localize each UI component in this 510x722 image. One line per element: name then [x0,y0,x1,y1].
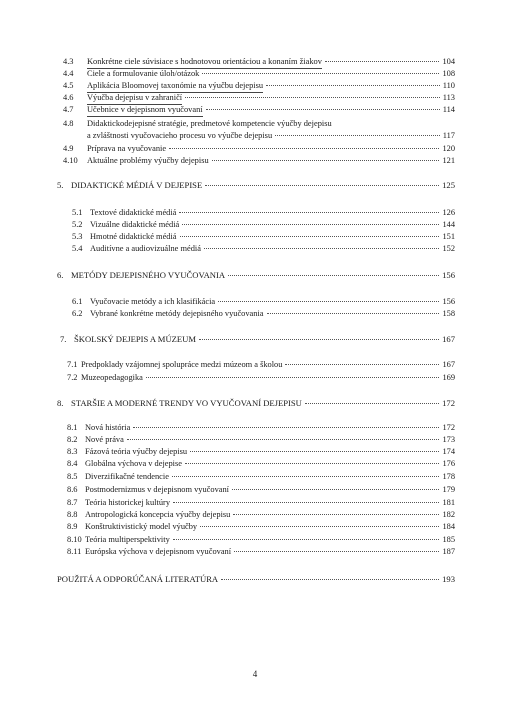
toc-entry-page: 152 [442,244,455,253]
toc-entry-page: 187 [442,547,455,556]
dot-leader [234,551,439,552]
dot-leader [218,301,439,302]
dot-leader [325,61,440,62]
toc-entry [67,497,455,509]
toc-entry [72,207,455,219]
toc-entry [67,458,455,470]
toc-entry-number: 4.10 [63,156,78,165]
toc-entry [67,534,455,546]
dot-leader [172,476,440,477]
toc-entry-title: Vizuálne didaktické médiá [90,220,180,229]
toc-entry-number: 4.9 [63,144,74,153]
toc-entry-title: Didaktickodejepisné stratégie, predmetové kompetencie výučby dejepisu [87,119,332,128]
toc-entry-number: 4.8 [63,119,74,128]
toc-chapter [60,333,455,345]
toc-entry-title: Nová história [85,423,131,432]
toc-entry-title: Hmotné didaktické médiá [90,232,177,241]
toc-entry-number: 7.2 [67,373,78,382]
dot-leader [180,236,440,237]
dot-leader [127,439,440,440]
toc-entry-title: METÓDY DEJEPISNÉHO VYUČOVANIA [71,270,226,280]
toc-entry-number: 4.3 [63,57,74,66]
toc-entry [63,118,455,130]
toc-entry-number: 8.2 [67,435,78,444]
toc-entry-title: Postmodernizmus v dejepisnom vyučovaní [85,485,229,494]
dot-leader [190,451,439,452]
toc-entry-page: 172 [442,423,455,432]
toc-entry-number: 8.9 [67,522,78,531]
toc-entry-title: Ciele a formulovanie úloh/otázok [87,69,200,78]
toc-entry-title: Aktuálne problémy výučby dejepisu [87,156,209,165]
toc-entry-title: STARŠIE A MODERNÉ TRENDY VO VYUČOVANÍ DEJEPISU [71,398,302,408]
dot-leader [182,224,439,225]
toc-entry-number: 5.2 [72,220,83,229]
toc-entry-title: POUŽITÁ A ODPORÚČANÁ LITERATÚRA [57,574,219,584]
toc-chapter [57,179,455,191]
toc-entry-number: 5.4 [72,244,83,253]
toc-entry-page: 110 [442,81,455,90]
toc-entry-number: 8.7 [67,498,78,507]
toc-entry [63,80,455,92]
toc-entry-page: 108 [442,69,455,78]
toc-entry-title: Učebnice v dejepisnom vyučovaní [87,104,203,117]
toc-entry-number: 4.4 [63,69,74,78]
page-number: 4 [252,669,258,679]
toc-entry-page: 144 [442,220,455,229]
toc-entry [63,56,455,68]
toc-entry-title: Diverzifikačné tendencie [85,472,169,481]
toc-entry-number: 8.4 [67,459,78,468]
toc-entry-title: Auditívne a audiovizuálne médiá [90,244,201,253]
toc-entry-page: 178 [442,472,455,481]
toc-entry-number: 6.1 [72,297,83,306]
toc-entry-page: 176 [442,459,455,468]
toc-entry [63,104,455,116]
toc-entry [67,471,455,483]
toc-entry-page: 173 [442,435,455,444]
dot-leader [205,185,439,186]
toc-entry-title: Výučba dejepisu v zahraničí [87,92,182,105]
toc-entry [67,434,455,446]
toc-entry [63,92,455,104]
toc-entry-number: 8.11 [67,547,82,556]
toc-entry-page: 156 [442,270,455,280]
toc-entry-number: 8.8 [67,510,78,519]
toc-entry-title: Európska výchova v dejepisnom vyučovaní [85,547,232,556]
dot-leader [202,73,439,74]
toc-entry [67,446,455,458]
toc-entry-number: 8.3 [67,447,78,456]
toc-entry-number: 5.1 [72,208,83,217]
dot-leader [169,148,439,149]
toc-entry-page: 181 [442,498,455,507]
toc-entry [63,68,455,80]
dot-leader [228,275,439,276]
toc-entry [72,219,455,231]
toc-entry-number: 4.6 [63,93,74,102]
toc-entry-title: Konkrétne ciele súvisiace s hodnotovou orientáciou a konaním žiakov [87,56,322,69]
dot-leader [199,339,439,340]
toc-entry-page: 182 [442,510,455,519]
toc-entry [72,308,455,320]
toc-entry-page: 167 [442,360,455,369]
dot-leader [206,109,440,110]
toc-entry-number: 5. [57,180,64,190]
toc-entry-page: 114 [442,105,455,114]
toc-entry [67,372,455,384]
toc-entry-title: a zvláštnosti vyučovacieho procesu vo výučbe dejepisu [87,131,273,140]
toc-entry-page: 193 [442,574,455,584]
toc-entry [63,143,455,155]
toc-entry-page: 151 [442,232,455,241]
dot-leader [266,85,440,86]
toc-entry-title: Vyučovacie metódy a ich klasifikácia [90,297,216,306]
dot-leader [200,526,439,527]
toc-chapter [57,573,455,585]
toc-entry-title: Nové práva [85,435,124,444]
toc-entry-page: 172 [442,398,455,408]
toc-entry-number: 6. [57,270,64,280]
toc-entry-title: Aplikácia Bloomovej taxonómie na výučbu dejepisu [87,80,263,93]
dot-leader [204,248,440,249]
toc-entry-number: 8.1 [67,423,78,432]
toc-entry-number: 5.3 [72,232,83,241]
toc-entry-number: 4.7 [63,105,74,114]
toc-entry-title: Príprava na vyučovanie [87,144,167,153]
toc-entry-page: 184 [442,522,455,531]
toc-entry-page: 156 [442,297,455,306]
toc-entry-title: Fázová teória výučby dejepisu [85,447,188,456]
toc-entry [72,296,455,308]
toc-entry-number: 8.5 [67,472,78,481]
toc-entry [67,509,455,521]
toc-entry-number: 7.1 [67,360,78,369]
toc-entry [67,484,455,496]
toc-chapter [57,269,455,281]
toc-entry-number: 8.6 [67,485,78,494]
toc-entry-page: 167 [442,334,455,344]
dot-leader [173,539,440,540]
dot-leader [232,489,439,490]
toc-entry-number: 4.5 [63,81,74,90]
toc-entry-title: DIDAKTICKÉ MÉDIÁ V DEJEPISE [71,180,203,190]
toc-entry-title: ŠKOLSKÝ DEJEPIS A MÚZEUM [74,334,196,344]
toc-entry-title: Predpoklady vzájomnej spolupráce medzi múzeom a školou [81,360,283,369]
toc-entry [67,422,455,434]
toc-entry-page: 117 [442,131,455,140]
toc-entry-title: Globálna výchova v dejepise [85,459,182,468]
toc-entry [72,243,455,255]
toc-entry-title: Muzeopedagogika [81,373,143,382]
toc-entry-page: 169 [442,373,455,382]
toc-entry-page: 174 [442,447,455,456]
dot-leader [185,97,440,98]
dot-leader [221,579,439,580]
toc-entry-title: Vybrané konkrétne metódy dejepisného vyučovania [90,309,264,318]
dot-leader [185,463,439,464]
dot-leader [233,514,439,515]
toc-entry-page: 185 [442,535,455,544]
toc-entry-page: 125 [442,180,455,190]
toc-entry-page: 126 [442,208,455,217]
toc-entry-title: Teória multiperspektivity [85,535,170,544]
dot-leader [173,502,439,503]
toc-entry [67,546,455,558]
toc-entry [67,359,455,371]
toc-entry-number: 7. [60,334,67,344]
dot-leader [267,313,440,314]
dot-leader [133,427,439,428]
toc-entry [87,130,455,142]
toc-entry-number: 8. [57,398,64,408]
toc-entry-page: 120 [442,144,455,153]
toc-entry-title: Textové didaktické médiá [90,208,177,217]
toc-entry-title: Antropologická koncepcia výučby dejepisu [85,510,231,519]
dot-leader [179,212,439,213]
toc-entry-title: Teória historickej kultúry [85,498,171,507]
toc-entry-title: Konštruktivistický model výučby [85,522,198,531]
toc-entry-page: 113 [442,93,455,102]
toc-entry-page: 104 [442,57,455,66]
dot-leader [275,135,440,136]
toc-entry [67,521,455,533]
toc-entry-page: 158 [442,309,455,318]
toc-chapter [57,397,455,409]
toc-entry-page: 121 [442,156,455,165]
toc-entry-page: 179 [442,485,455,494]
dot-leader [305,403,439,404]
toc-entry-number: 6.2 [72,309,83,318]
toc-entry [63,155,455,167]
dot-leader [285,364,439,365]
toc-entry [72,231,455,243]
dot-leader [146,377,440,378]
dot-leader [212,160,440,161]
toc-entry-number: 8.10 [67,535,82,544]
